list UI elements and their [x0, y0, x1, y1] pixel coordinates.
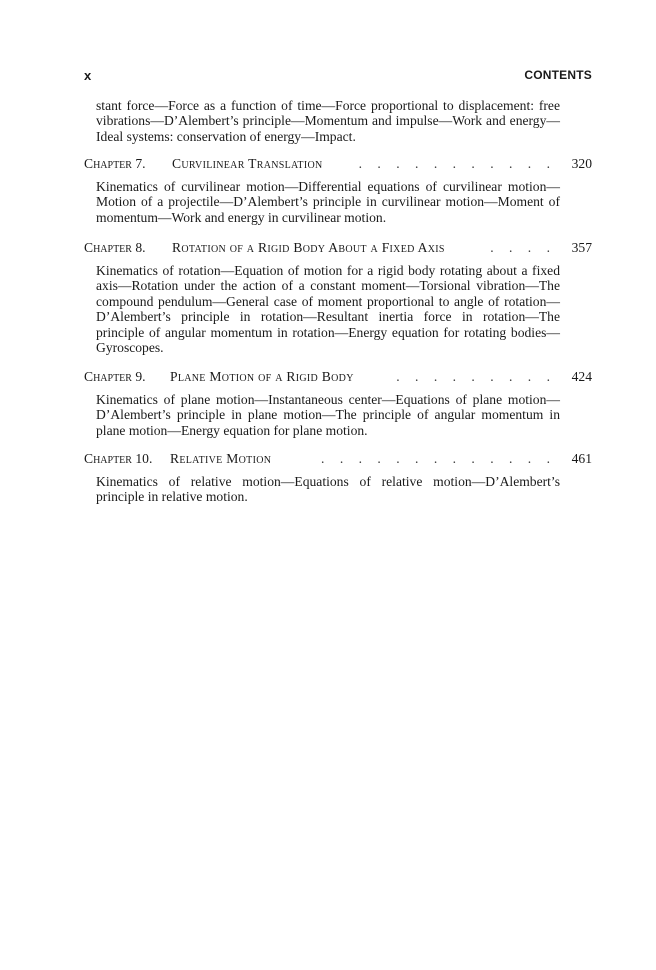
chapter-page-number: 461: [571, 451, 592, 466]
dot-leader: . . . . . . . . . . .: [358, 156, 556, 171]
chapter-entry-8: [84, 240, 592, 369]
chapter-title: Plane Motion of a Rigid Body: [170, 369, 358, 385]
chapter-entry-9: [84, 369, 592, 452]
page-number: x: [84, 68, 92, 83]
chapter-entry-10: [84, 451, 592, 518]
chapter-label: Chapter 10.: [84, 451, 153, 466]
continued-description: stant force—Force as a function of time—Force proportional to displacement: free vibrations—D’Alembert’s principle—Momentum and impulse—Work and energy—Ideal systems: conservation of energy—Impact.: [96, 98, 560, 144]
chapter-description: Kinematics of relative motion—Equations of relative motion—D’Alembert’s principle in relative motion.: [96, 474, 560, 505]
running-title: CONTENTS: [524, 68, 592, 82]
dot-leader: . . . .: [490, 240, 556, 255]
chapter-page-number: 320: [571, 156, 592, 171]
chapter-description: Kinematics of curvilinear motion—Differential equations of curvilinear motion—Motion of a projectile—D’Alembert’s principle in curvilinear motion—Moment of momentum—Work and energy in curvilinear motion.: [96, 179, 560, 225]
chapter-description: Kinematics of plane motion—Instantaneous center—Equations of plane motion—D’Alembert’s principle in plane motion—The principle of angular momentum in plane motion—Energy equation for plane motion.: [96, 392, 560, 438]
chapter-title: Relative Motion: [170, 451, 275, 467]
chapter-heading-line: [84, 240, 592, 258]
dot-leader: . . . . . . . . .: [396, 369, 556, 384]
chapter-title: Rotation of a Rigid Body About a Fixed Axis: [172, 240, 449, 256]
chapter-label: Chapter 8.: [84, 240, 146, 255]
chapter-heading-line: [84, 369, 592, 387]
chapter-heading-line: [84, 451, 592, 469]
chapter-entry-7: [84, 156, 592, 239]
chapter-title: Curvilinear Translation: [172, 156, 327, 172]
chapter-description: Kinematics of rotation—Equation of motion for a rigid body rotating about a fixed axis—Rotation under the action of a constant moment—Torsional vibration—The compound pendulum—General case of moment proportional to angle of rotation—D’Alembert’s principle in rotation—Resultant inertia force in rotation—The principle of angular momentum in rotation—Energy equation for rotating bodies—Gyroscopes.: [96, 263, 560, 356]
dot-leader: . . . . . . . . . . . . .: [321, 451, 556, 466]
chapter-label: Chapter 7.: [84, 156, 146, 171]
chapter-label: Chapter 9.: [84, 369, 146, 384]
chapter-page-number: 357: [571, 240, 592, 255]
chapter-heading-line: [84, 156, 592, 174]
chapter-page-number: 424: [571, 369, 592, 384]
running-head: [84, 68, 592, 86]
